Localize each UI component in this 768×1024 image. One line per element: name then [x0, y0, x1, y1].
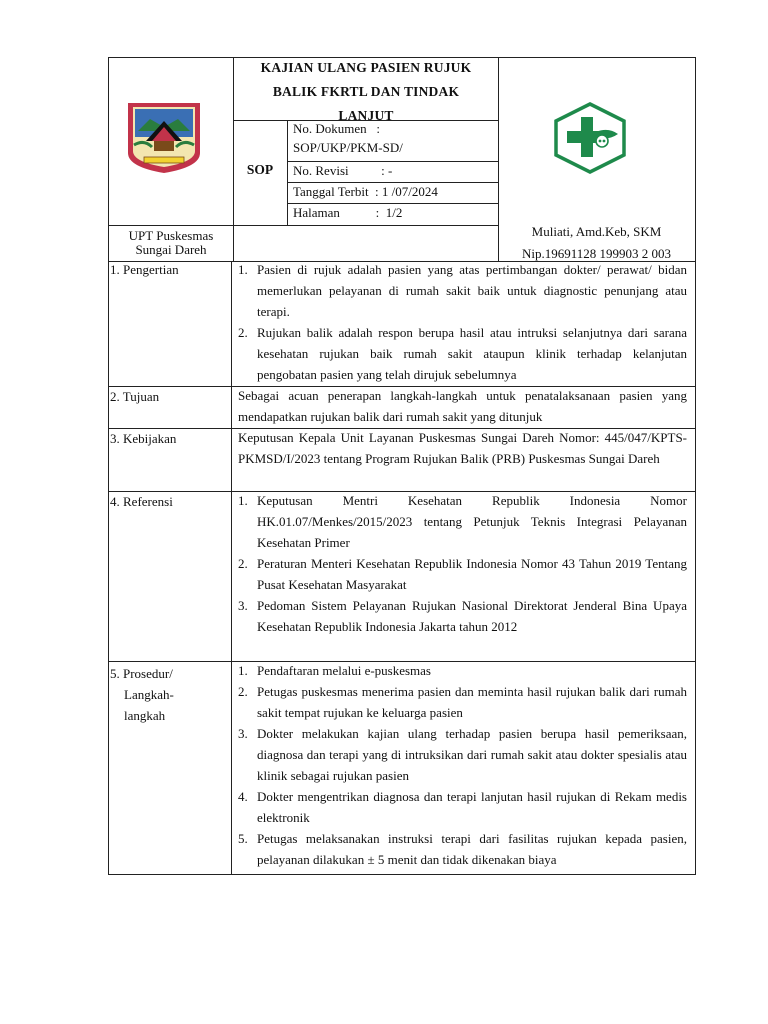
list-item-text: Peraturan Menteri Kesehatan Republik Indonesia Nomor 43 Tahun 2019 Tentang Pusat Kesehatan Masyarakat	[257, 556, 687, 592]
list-item: 1. Pasien di rujuk adalah pasien yang atas pertimbangan dokter/ perawat/ bidan memerlukan pelayanan di rumah sakit baik untuk diagnostic penunjang atau terapi.	[238, 262, 687, 319]
org-line: UPT Puskesmas	[128, 228, 214, 243]
list-item-text: Pasien di rujuk adalah pasien yang atas pertimbangan dokter/ perawat/ bidan memerlukan pelayanan di rumah sakit baik untuk diagnostic penunjang atau terapi.	[257, 262, 687, 319]
section-text: Keputusan Kepala Unit Layanan Puskesmas Sungai Dareh Nomor: 445/047/KPTS-PKMSD/I/2023 tentang Program Rujukan Balik (PRB) Puskesmas Sungai Dareh	[238, 430, 687, 466]
table-border-left	[108, 57, 109, 874]
regency-crest-icon	[124, 101, 204, 175]
list-item-text: Pedoman Sistem Pelayanan Rujukan Nasional Direktorat Jenderal Bina Upaya Kesehatan Republik Indonesia Jakarta tahun 2012	[257, 598, 687, 634]
no-dokumen-label: No. Dokumen :	[293, 121, 381, 136]
no-revisi: No. Revisi : -	[293, 163, 393, 178]
signer-name: Muliati, Amd.Keb, SKM	[531, 224, 662, 239]
list-item: 1. Pendaftaran melalui e-puskesmas	[238, 663, 431, 678]
no-dokumen-value: SOP/UKP/PKM-SD/	[293, 140, 403, 155]
label-line: Langkah-	[124, 687, 174, 702]
section-body-tujuan	[238, 385, 687, 427]
section-label-prosedur	[110, 663, 174, 726]
title-line: LANJUT	[338, 108, 394, 123]
list-item-text: Petugas puskesmas menerima pasien dan meminta hasil rujukan balik dari rumah sakit tempat rujukan ke keluarga pasien	[257, 684, 687, 720]
org-line: Sungai Dareh	[135, 242, 207, 257]
section-label-pengertian: 1. Pengertian	[110, 262, 179, 277]
list-item: 5. Petugas melaksanakan instruksi terapi dari fasilitas rujukan kepada pasien, pelayanan dilakukan ± 5 menit dan tidak dikenakan biaya	[238, 831, 687, 867]
signer-nip: Nip.19691128 199903 2 003	[521, 246, 672, 261]
list-item-text: Dokter melakukan kajian ulang terhadap pasien berupa hasil pemeriksaan, diagnosa dan terapi yang di intruksikan dari rumah sakit atau dokter spesialis atau klinik sebagai rujukan pasien	[257, 726, 687, 783]
list-item: 3. Pedoman Sistem Pelayanan Rujukan Nasional Direktorat Jenderal Bina Upaya Kesehatan Republik Indonesia Jakarta tahun 2012	[238, 598, 687, 634]
list-item: 2. Peraturan Menteri Kesehatan Republik Indonesia Nomor 43 Tahun 2019 Tentang Pusat Kesehatan Masyarakat	[238, 556, 687, 592]
meta-line-3	[287, 203, 498, 204]
meta-line-2	[287, 182, 498, 183]
section-label-kebijakan: 3. Kebijakan	[110, 431, 177, 446]
table-border-bottom	[108, 874, 696, 875]
list-item: 1. Keputusan Mentri Kesehatan Republik Indonesia Nomor HK.01.07/Menkes/2015/2023 tentang Petunjuk Teknis Integrasi Pelayanan Kesehatan Primer	[238, 493, 687, 550]
list-item-text: Rujukan balik adalah respon berupa hasil atau intruksi selanjutnya dari sarana kesehatan rujukan baik rumah sakit ataupun klinik terhadap kelanjutan pengobatan pasien yang telah dirujuk sebelumnya	[257, 325, 687, 382]
label-line: langkah	[124, 708, 166, 723]
list-item: 2. Petugas puskesmas menerima pasien dan meminta hasil rujukan balik dari rumah sakit tempat rujukan ke keluarga pasien	[238, 684, 687, 720]
document-title	[234, 56, 498, 128]
table-border-right	[695, 57, 696, 874]
halaman: Halaman : 1/2	[293, 205, 403, 220]
section-text: Sebagai acuan penerapan langkah-langkah untuk penatalaksanaan pasien yang mendapatkan rujukan balik dari rumah sakit yang ditunjuk	[238, 388, 687, 424]
header-divider-2	[498, 57, 499, 240]
section-label-referensi: 4. Referensi	[110, 494, 173, 509]
section-body-pengertian	[238, 259, 687, 385]
list-item-text: Petugas melaksanakan instruksi terapi dari fasilitas rujukan kepada pasien, pelayanan dilakukan ± 5 menit dan tidak dikenakan biaya	[257, 831, 687, 867]
section-body-prosedur	[238, 660, 687, 870]
sop-label: SOP	[246, 162, 274, 177]
meta-line-1	[287, 161, 498, 162]
section-label-tujuan: 2. Tujuan	[110, 389, 160, 404]
puskesmas-logo-icon	[550, 101, 630, 175]
label-line: 5. Prosedur/	[110, 666, 173, 681]
list-item: 3. Dokter melakukan kajian ulang terhadap pasien berupa hasil pemeriksaan, diagnosa dan terapi yang di intruksikan dari rumah sakit atau dokter spesialis atau klinik sebagai rujukan pasien	[238, 726, 687, 783]
section-body-kebijakan	[238, 427, 687, 469]
title-line: KAJIAN ULANG PASIEN RUJUK	[260, 60, 472, 75]
sop-divider	[287, 120, 288, 225]
header-row-line	[108, 225, 498, 226]
list-item-text: Keputusan Mentri Kesehatan Republik Indonesia Nomor HK.01.07/Menkes/2015/2023 tentang Petunjuk Teknis Integrasi Pelayanan Kesehatan Primer	[257, 493, 687, 550]
list-item: 4. Dokter mengentrikan diagnosa dan terapi lanjutan hasil rujukan di Rekam medis elektronik	[238, 789, 687, 825]
tanggal-terbit: Tanggal Terbit : 1 /07/2024	[293, 184, 438, 199]
list-item-text: Pendaftaran melalui e-puskesmas	[257, 663, 431, 678]
organization-name	[108, 229, 234, 257]
list-item: 2. Rujukan balik adalah respon berupa hasil atau intruksi selanjutnya dari sarana kesehatan rujukan baik rumah sakit ataupun klinik terhadap kelanjutan pengobatan pasien yang telah dirujuk sebelumnya	[238, 325, 687, 382]
list-item-text: Dokter mengentrikan diagnosa dan terapi lanjutan hasil rujukan di Rekam medis elektronik	[257, 789, 687, 825]
body-column-divider	[231, 261, 232, 874]
title-line: BALIK FKRTL DAN TINDAK	[272, 84, 460, 99]
section-body-referensi	[238, 490, 687, 637]
